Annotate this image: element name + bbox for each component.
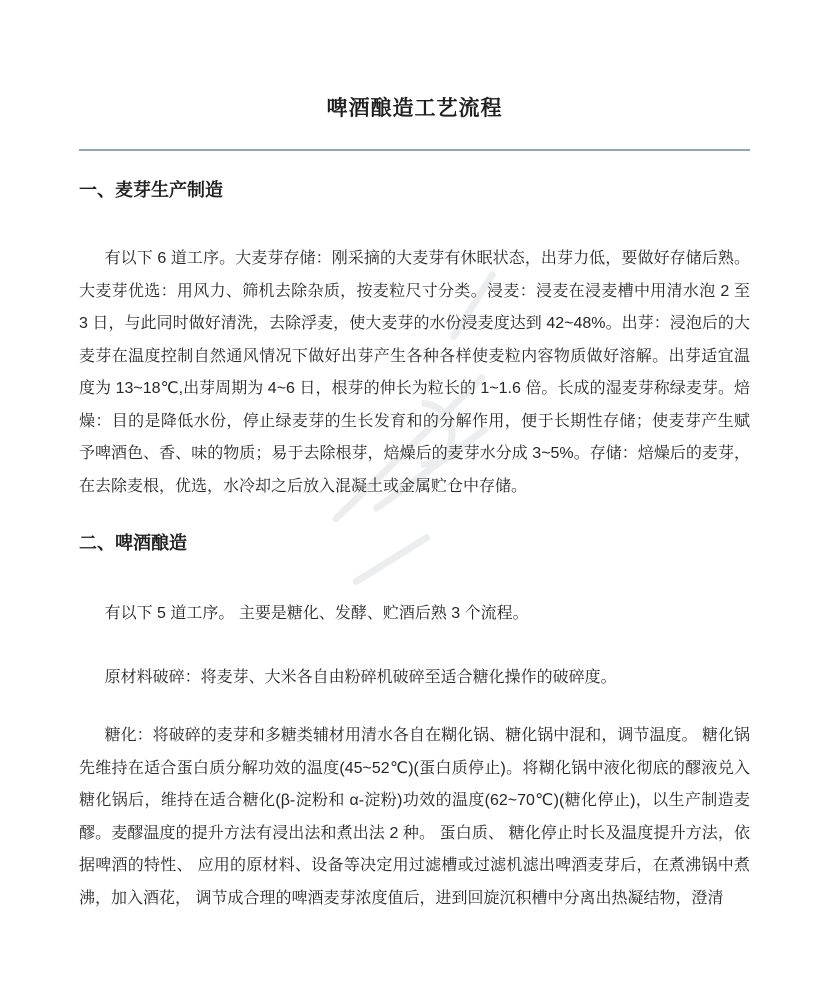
section-2-paragraph: 原材料破碎：将麦芽、大米各自由粉碎机破碎至适合糖化操作的破碎度。 [104,668,617,686]
section-1-heading: 一、麦芽生产制造 [79,180,223,201]
document-title: 啤酒酿造工艺流程 [326,97,503,121]
title-divider [79,149,750,151]
section-2-paragraph: 有以下 5 道工序。 主要是糖化、发酵、贮酒后熟 3 个流程。 [104,605,529,623]
section-1-paragraph: 有以下 6 道工序。大麦芽存储：刚采摘的大麦芽有休眠状态，出芽力低，要做好存储后熟。大麦芽优选：用风力、筛机去除杂质，按麦粒尺寸分类。浸麦：浸麦在浸麦槽中用清水泡 2 至 3 日，与此同时做好清洗，去除浮麦，使大麦芽的水份浸麦度达到 42~48%。出芽：浸泡后的大麦芽在温度控制自然通风情况下做好出芽产生各种各样使麦粒内容物质做好溶解。出芽适宜温度为 13~18℃,出芽周期为 4~6 日，根芽的伸长为粒长的 1~1.6 倍。长成的湿麦芽称绿麦芽。焙燥：目的是降低水份，停止绿麦芽的生长发育和的分解作用，便于长期性存储；使麦芽产生赋予啤酒色、香、味的物质；易于去除根芽，焙燥后的麦芽水分成 3~5%。存储：焙燥后的麦芽，在去除麦根，优选，水冷却之后放入混凝土或金属贮仓中存储。 [79,250,750,495]
section-2-heading: 二、啤酒酿造 [79,533,187,554]
section-2-paragraph: 糖化：将破碎的麦芽和多糖类辅材用清水各自在糊化锅、糖化锅中混和，调节温度。 糖化锅先维持在适合蛋白质分解功效的温度(45~52℃)(蛋白质停止)。将糊化锅中液化彻底的醪液兑入糖化锅后，维持在适合糖化(β-淀粉和 α-淀粉)功效的温度(62~70℃)(糖化停止)，以生产制造麦醪。麦醪温度的提升方法有浸出法和煮出法 2 种。 蛋白质、 糖化停止时长及温度提升方法，依据啤酒的特性、 应用的原材料、设备等决定用过滤槽或过滤机滤出啤酒麦芽后，在煮沸锅中煮沸，加入酒花， 调节成合理的啤酒麦芽浓度值后，进到回旋沉积槽中分离出热凝结物，澄清 [79,727,750,907]
document-content [0,14,830,915]
